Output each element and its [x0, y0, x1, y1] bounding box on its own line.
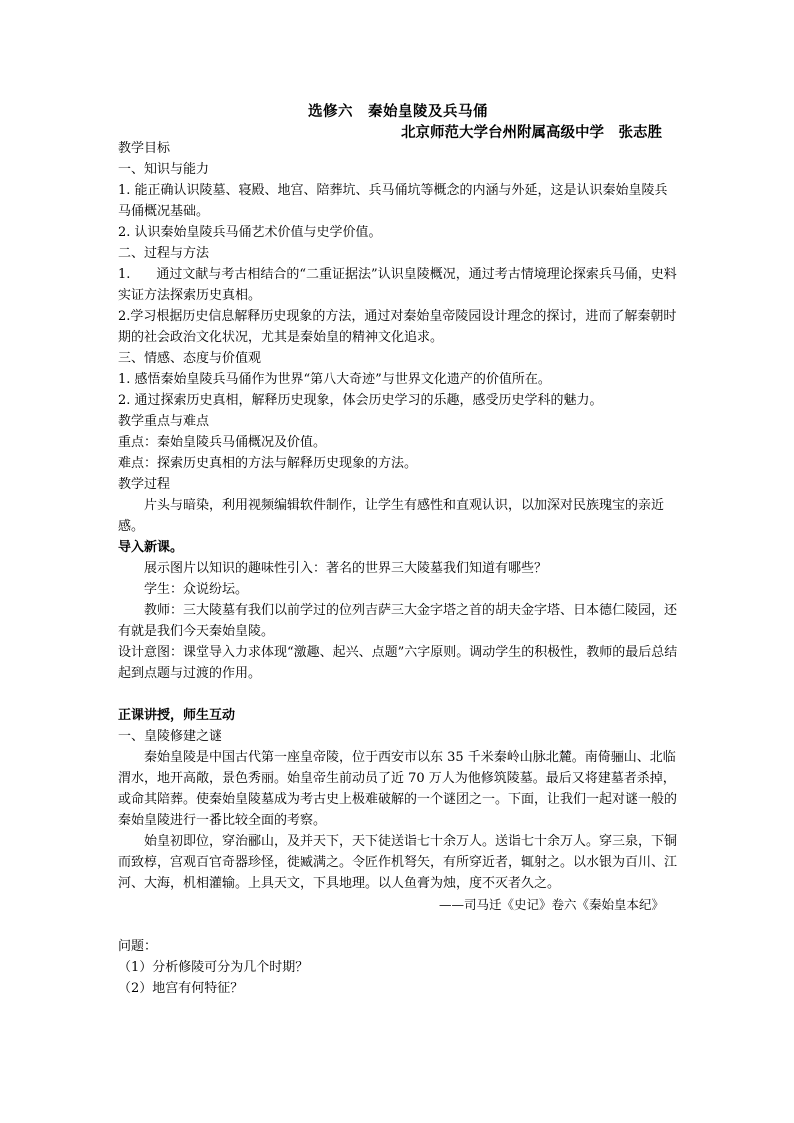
- list-item: 2. 通过探索历史真相，解释历史现象，体会历史学习的乐趣，感受历史学科的魅力。: [118, 393, 603, 408]
- lesson-title: 选修六 秦始皇陵及兵马俑: [308, 104, 488, 120]
- keys-heading: 教学重点与难点: [118, 414, 210, 429]
- section-heading: 二、过程与方法: [118, 246, 210, 261]
- lead-in-paragraph: 教师：三大陵墓有我们以前学过的位列吉萨三大金字塔之首的胡夫金字塔、日本德仁陵园，还有就是我们今天秦始皇陵。: [118, 603, 678, 639]
- list-item: 1. 能正确认识陵墓、寝殿、地宫、陪葬坑、兵马俑坑等概念的内涵与外延，这是认识秦始皇陵兵马俑概况基础。: [118, 183, 668, 219]
- process-intro: 片头与暗染，利用视频编辑软件制作，让学生有感性和直观认识，以加深对民族瑰宝的亲近感。: [118, 498, 665, 534]
- quote-citation: ——司马迁《史记》卷六《秦始皇本纪》: [438, 897, 664, 912]
- author-line: 北京师范大学台州附属高级中学 张志胜: [401, 125, 662, 141]
- lead-in-paragraph: 展示图片以知识的趣味性引入：著名的世界三大陵墓我们知道有哪些？: [144, 561, 548, 576]
- difficulty-text: 难点：探索历史真相的方法与解释历史现象的方法。: [118, 456, 418, 471]
- lead-in-heading: 导入新课。: [118, 540, 184, 555]
- goals-heading: 教学目标: [118, 141, 171, 156]
- questions-heading: 问题：: [118, 939, 158, 954]
- question-item: （2）地宫有何特征？: [118, 981, 244, 996]
- document-body: [118, 138, 678, 999]
- spacer: [118, 684, 678, 705]
- spacer: [118, 915, 678, 936]
- list-item: 2.学习根据历史信息解释历史现象的方法，通过对秦始皇帝陵园设计理念的探讨，进而了解秦朝时期的社会政治文化状况，尤其是秦始皇的精神文化追求。: [118, 309, 677, 345]
- section-heading: 一、知识与能力: [118, 162, 210, 177]
- list-item: 1. 感悟秦始皇陵兵马俑作为世界“第八大奇迹”与世界文化遗产的价值所在。: [118, 372, 551, 387]
- focus-text: 重点：秦始皇陵兵马俑概况及价值。: [118, 435, 327, 450]
- design-intent: 设计意图：课堂导入力求体现“激趣、起兴、点题”六字原则。调动学生的积极性，教师的最后总结起到点题与过渡的作用。: [118, 645, 678, 681]
- list-item: 1. 通过文献与考古相结合的“二重证据法”认识皇陵概况，通过考古情境理论探索兵马俑，史料实证方法探索历史真相。: [118, 267, 677, 303]
- lead-in-paragraph: 学生：众说纷坛。: [144, 582, 249, 597]
- main-paragraph: 秦始皇陵是中国古代第一座皇帝陵，位于西安市以东 35 千米秦岭山脉北麓。南倚骊山、北临渭水，地开高敞，景色秀丽。始皇帝生前动员了近 70 万人为他修筑陵墓。最后又将建墓者杀掉，或命其陪葬。使秦始皇陵墓成为考古史上极难破解的一个谜团之一。下面，让我们一起对谜一般的秦始皇陵进行一番比较全面的考察。: [118, 750, 678, 828]
- question-item: （1）分析修陵可分为几个时期？: [118, 960, 309, 975]
- process-heading: 教学过程: [118, 477, 171, 492]
- list-item: 2. 认识秦始皇陵兵马俑艺术价值与史学价值。: [118, 225, 382, 240]
- main-heading: 正课讲授，师生互动: [118, 708, 236, 723]
- section-heading: 三、情感、态度与价值观: [118, 351, 262, 366]
- historical-quote: 始皇初即位，穿治郦山，及并天下，天下徒送诣七十余万人。送诣七十余万人。穿三泉，下铜而致椁，宫观百官奇器珍怪，徙臧满之。令匠作机弩矢，有所穿近者，辄射之。以水银为百川、江河、大海，机相灌输。上具天文，下具地理。以人鱼膏为烛，度不灭者久之。: [118, 834, 678, 891]
- subsection-heading: 一、皇陵修建之谜: [118, 729, 223, 744]
